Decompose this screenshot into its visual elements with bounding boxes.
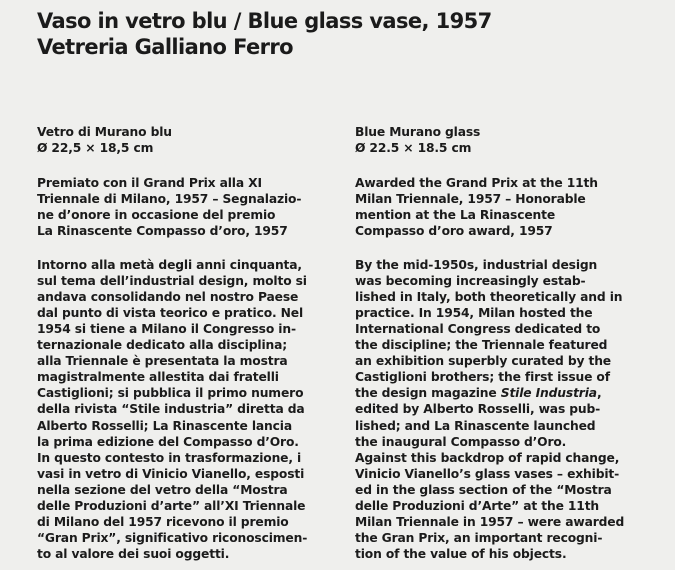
body-line: was becoming increasingly estab- (355, 273, 586, 288)
italian-body (37, 257, 337, 563)
body-line: the Gran Prix, an important recogni- (355, 531, 603, 546)
body-line: tion of the value of his objects. (355, 547, 567, 562)
italian-award (37, 175, 337, 239)
english-dimensions: Ø 22.5 × 18.5 cm (355, 141, 472, 156)
body-line: la prima edizione del Compasso d’Oro. (37, 434, 299, 449)
english-award (355, 175, 655, 239)
italian-column (37, 124, 337, 562)
body-line: nella sezione del vetro della “Mostra (37, 482, 288, 497)
body-line: lished in Italy, both theoretically and in (355, 289, 623, 304)
body-line: the discipline; the Triennale featured (355, 338, 608, 353)
award-line: Awarded the Grand Prix at the 11th (355, 176, 598, 191)
award-line: Milan Triennale, 1957 – Honorable (355, 192, 586, 207)
award-line: Compasso d’oro award, 1957 (355, 224, 553, 239)
magazine-name: Stile Industria (500, 386, 597, 401)
body-line: dal punto di vista teorico e pratico. Nel (37, 305, 304, 320)
body-line: Alberto Rosselli; La Rinascente lancia (37, 418, 293, 433)
award-line: ne d’onore in occasione del premio (37, 208, 276, 223)
body-line: By the mid-1950s, industrial design (355, 257, 598, 272)
body-line: sul tema dell’industrial design, molto si (37, 273, 307, 288)
body-line: practice. In 1954, Milan hosted the (355, 305, 593, 320)
label-title (37, 8, 492, 60)
body-line: edited by Alberto Rosselli, was pub- (355, 402, 601, 417)
body-line: International Congress dedicated to (355, 321, 601, 336)
body-line: di Milano del 1957 ricevono il premio (37, 515, 289, 530)
italian-material: Vetro di Murano blu (37, 125, 172, 139)
english-body (355, 257, 655, 563)
body-line: ternazionale dedicato alla disciplina; (37, 338, 288, 353)
body-line: In questo contesto in trasformazione, i (37, 450, 302, 465)
award-line: mention at the La Rinascente (355, 208, 556, 223)
title-line-2: Vetreria Galliano Ferro (37, 35, 293, 59)
body-line: to al valore dei suoi oggetti. (37, 547, 230, 562)
body-line: Vinicio Vianello’s glass vases – exhibit- (355, 466, 620, 481)
body-line: Castiglioni; si pubblica il primo numero (37, 386, 304, 401)
body-line: delle Produzioni d’Arte” at the 11th (355, 498, 600, 513)
english-material: Blue Murano glass (355, 125, 481, 139)
body-line: Against this backdrop of rapid change, (355, 450, 620, 465)
body-line: lished; and La Rinascente launched (355, 418, 596, 433)
body-line: delle Produzioni d’arte” all’XI Triennale (37, 498, 306, 513)
english-column (355, 124, 655, 562)
magazine-suffix: , (596, 386, 602, 401)
award-line: Premiato con il Grand Prix alla XI (37, 176, 262, 191)
body-line-with-magazine (355, 385, 655, 401)
italian-dimensions: Ø 22,5 × 18,5 cm (37, 141, 154, 156)
body-line: “Gran Prix”, significativo riconoscimen- (37, 531, 308, 546)
title-line-1: Vaso in vetro blu / Blue glass vase, 1957 (37, 9, 492, 33)
body-line: Castiglioni brothers; the first issue of (355, 370, 610, 385)
body-line: magistralmente allestita dai fratelli (37, 370, 279, 385)
body-line: an exhibition superbly curated by the (355, 354, 611, 369)
award-line: La Rinascente Compasso d’oro, 1957 (37, 224, 288, 239)
body-line: ed in the glass section of the “Mostra (355, 482, 612, 497)
award-line: Triennale di Milano, 1957 – Segnalazio- (37, 192, 302, 207)
body-line: Intorno alla metà degli anni cinquanta, (37, 257, 302, 272)
body-line: 1954 si tiene a Milano il Congresso in- (37, 321, 296, 336)
body-line-text: the design magazine (355, 386, 501, 401)
body-line: vasi in vetro di Vinicio Vianello, esposti (37, 466, 305, 481)
body-line: andava consolidando nel nostro Paese (37, 289, 299, 304)
body-line: alla Triennale è presentata la mostra (37, 354, 288, 369)
body-line: the inaugural Compasso d’Oro. (355, 434, 567, 449)
body-line: Milan Triennale in 1957 – were awarded (355, 515, 625, 530)
body-line: della rivista “Stile industria” diretta da (37, 402, 305, 417)
